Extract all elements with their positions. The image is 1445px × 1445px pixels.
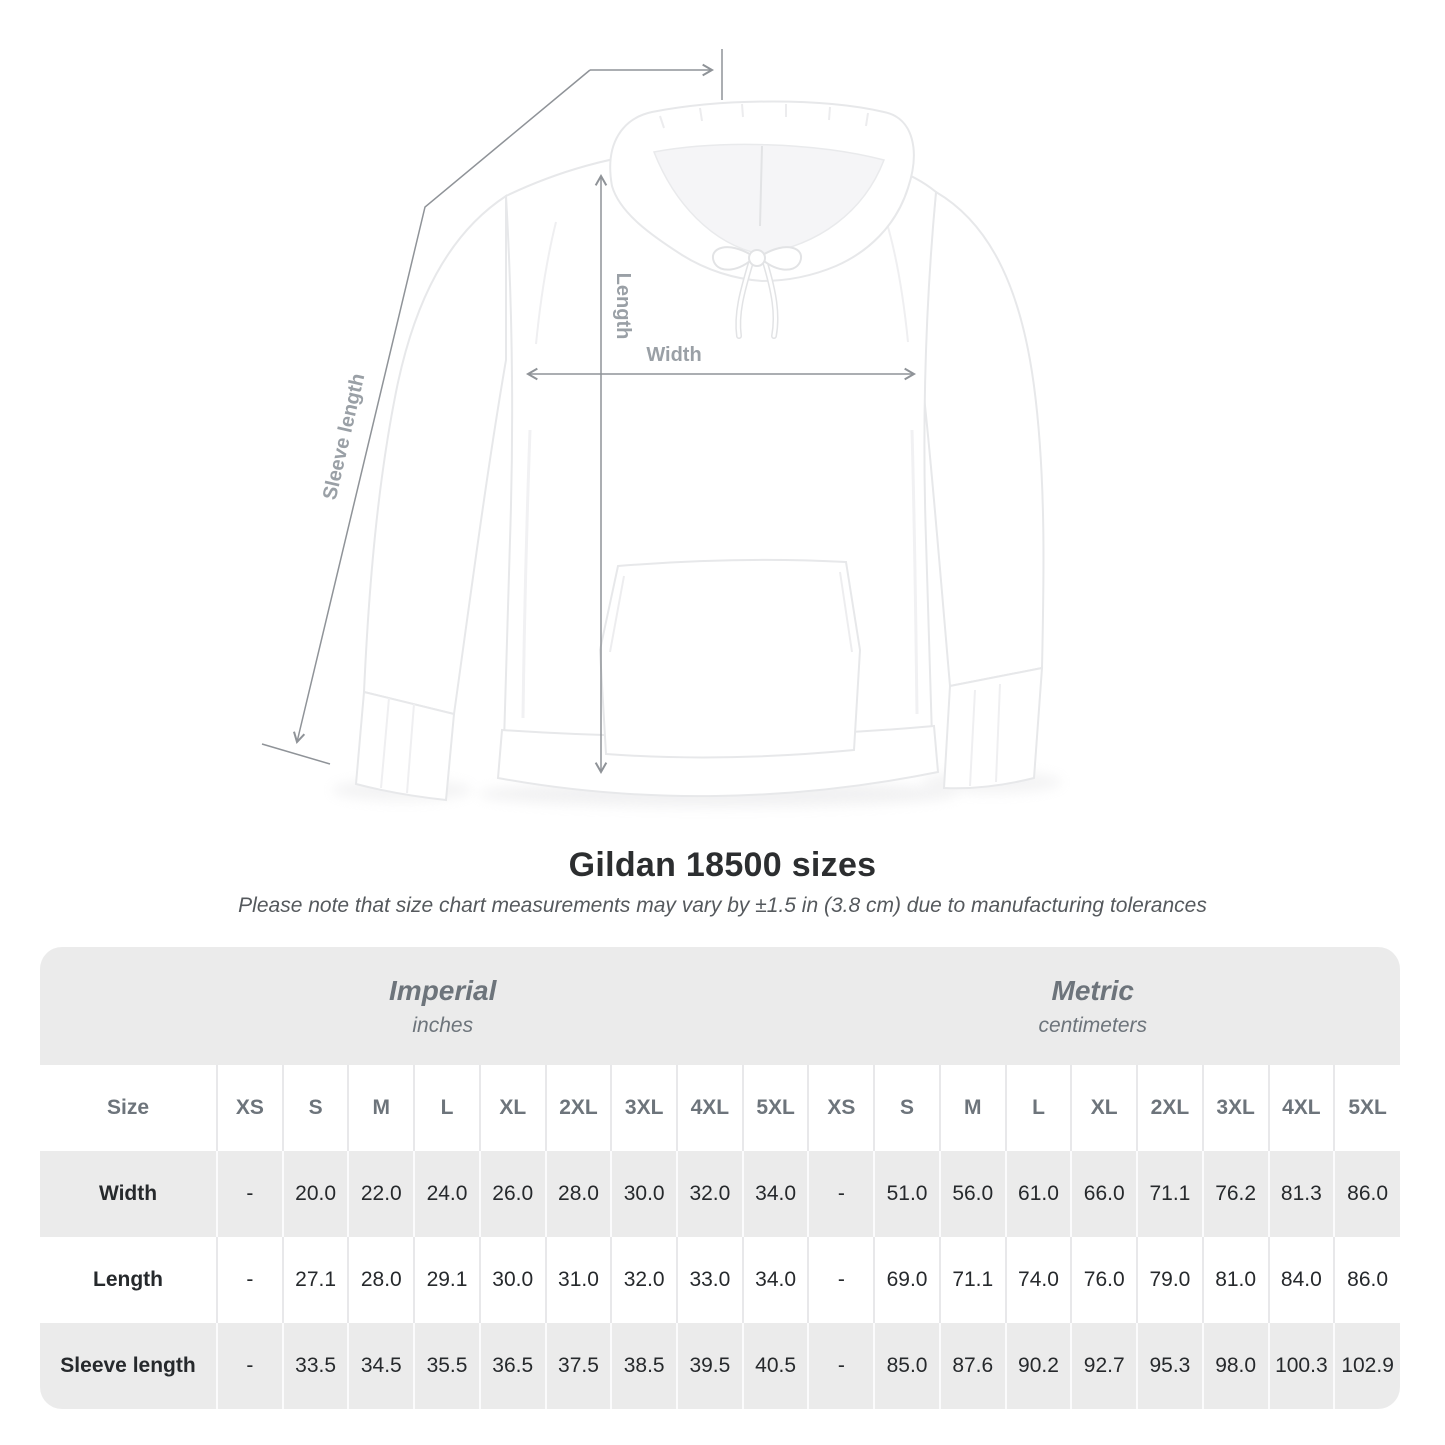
size-value-cell: 79.0 [1137, 1237, 1203, 1323]
row-label: Length [93, 1268, 163, 1291]
size-value-cell: 26.0 [480, 1151, 546, 1237]
table-row-sleeve-length [40, 1323, 1400, 1409]
size-col-header: XL [480, 1065, 546, 1151]
right-cuff [944, 668, 1042, 788]
size-value-cell: - [808, 1151, 874, 1237]
metric-group-name: Metric [1051, 974, 1134, 1006]
size-value-cell: 34.5 [348, 1323, 414, 1409]
size-col-header: L [1006, 1065, 1072, 1151]
size-value-cell: 40.5 [743, 1323, 809, 1409]
size-value-cell: 24.0 [414, 1151, 480, 1237]
size-value-cell: 66.0 [1071, 1151, 1137, 1237]
page-title: Gildan 18500 sizes [568, 846, 877, 884]
size-value-cell: 32.0 [611, 1237, 677, 1323]
size-col-header: M [348, 1065, 414, 1151]
size-value-cell: 29.1 [414, 1237, 480, 1323]
size-value-cell: 37.5 [546, 1323, 612, 1409]
size-value-cell: 69.0 [874, 1237, 940, 1323]
sleeve-end-tick [262, 744, 330, 764]
size-value-cell: 30.0 [611, 1151, 677, 1237]
size-value-cell: 22.0 [348, 1151, 414, 1237]
size-value-cell: 102.9 [1334, 1323, 1400, 1409]
size-col-header: 3XL [1203, 1065, 1269, 1151]
size-value-cell: 27.1 [283, 1237, 349, 1323]
size-col-header: 4XL [677, 1065, 743, 1151]
size-value-cell: - [217, 1323, 283, 1409]
width-label: Width [646, 344, 702, 366]
size-value-cell: 56.0 [940, 1151, 1006, 1237]
size-value-cell: - [808, 1237, 874, 1323]
size-col-header: 5XL [743, 1065, 809, 1151]
row-label: Sleeve length [60, 1354, 196, 1377]
size-value-cell: 35.5 [414, 1323, 480, 1409]
size-value-cell: 36.5 [480, 1323, 546, 1409]
size-value-cell: 34.0 [743, 1151, 809, 1237]
size-col-header: 3XL [611, 1065, 677, 1151]
size-value-cell: 71.1 [940, 1237, 1006, 1323]
size-col-header: XL [1071, 1065, 1137, 1151]
size-header-row [40, 1065, 1400, 1151]
size-value-cell: 84.0 [1269, 1237, 1335, 1323]
metric-group-unit: centimeters [1038, 1013, 1147, 1037]
size-col-header: S [874, 1065, 940, 1151]
size-col-header: 2XL [546, 1065, 612, 1151]
table-row-length [40, 1237, 1400, 1323]
size-value-cell: - [217, 1237, 283, 1323]
size-value-cell: 92.7 [1071, 1323, 1137, 1409]
size-col-header: M [940, 1065, 1006, 1151]
size-column-title: Size [40, 1065, 217, 1151]
kangaroo-pocket [600, 560, 860, 758]
size-value-cell: 76.2 [1203, 1151, 1269, 1237]
size-value-cell: 81.3 [1269, 1151, 1335, 1237]
sleeve-length-label: Sleeve length [318, 371, 370, 502]
left-sleeve [364, 196, 506, 714]
size-value-cell: 86.0 [1334, 1237, 1400, 1323]
size-value-cell: 38.5 [611, 1323, 677, 1409]
size-value-cell: - [217, 1151, 283, 1237]
right-sleeve [920, 192, 1044, 686]
imperial-group-name: Imperial [389, 974, 497, 1006]
size-value-cell: 95.3 [1137, 1323, 1203, 1409]
size-value-cell: 76.0 [1071, 1237, 1137, 1323]
imperial-group-unit: inches [412, 1013, 474, 1037]
size-chart-table [40, 947, 1400, 1409]
size-value-cell: 85.0 [874, 1323, 940, 1409]
size-value-cell: 81.0 [1203, 1237, 1269, 1323]
size-col-header: 5XL [1334, 1065, 1400, 1151]
size-col-header: L [414, 1065, 480, 1151]
size-chart [40, 947, 1400, 1409]
size-value-cell: 31.0 [546, 1237, 612, 1323]
row-label: Width [98, 1182, 158, 1205]
size-value-cell: 32.0 [677, 1151, 743, 1237]
size-value-cell: 74.0 [1006, 1237, 1072, 1323]
size-value-cell: 61.0 [1006, 1151, 1072, 1237]
size-value-cell: 100.3 [1269, 1323, 1335, 1409]
size-col-header: 4XL [1269, 1065, 1335, 1151]
size-value-cell: 51.0 [874, 1151, 940, 1237]
metric-group-header [808, 947, 1400, 1065]
size-value-cell: 33.0 [677, 1237, 743, 1323]
size-value-cell: 28.0 [348, 1237, 414, 1323]
imperial-group-header [40, 947, 808, 1065]
size-value-cell: 28.0 [546, 1151, 612, 1237]
length-label: Length [612, 272, 634, 340]
table-row-width [40, 1151, 1400, 1237]
size-col-header: 2XL [1137, 1065, 1203, 1151]
size-value-cell: 86.0 [1334, 1151, 1400, 1237]
size-col-header: XS [217, 1065, 283, 1151]
size-value-cell: 20.0 [283, 1151, 349, 1237]
tolerance-note: Please note that size chart measurements may vary by ±1.5 in (3.8 cm) due to manufacturing tolerances [238, 894, 1207, 917]
size-value-cell: 71.1 [1137, 1151, 1203, 1237]
hoodie-illustration [332, 102, 1062, 808]
size-value-cell: 33.5 [283, 1323, 349, 1409]
size-value-cell: - [808, 1323, 874, 1409]
size-col-header: XS [808, 1065, 874, 1151]
size-value-cell: 39.5 [677, 1323, 743, 1409]
size-col-header: S [283, 1065, 349, 1151]
size-value-cell: 90.2 [1006, 1323, 1072, 1409]
size-value-cell: 87.6 [940, 1323, 1006, 1409]
unit-group-header-row [40, 947, 1400, 1065]
size-value-cell: 34.0 [743, 1237, 809, 1323]
size-value-cell: 30.0 [480, 1237, 546, 1323]
size-value-cell: 98.0 [1203, 1323, 1269, 1409]
